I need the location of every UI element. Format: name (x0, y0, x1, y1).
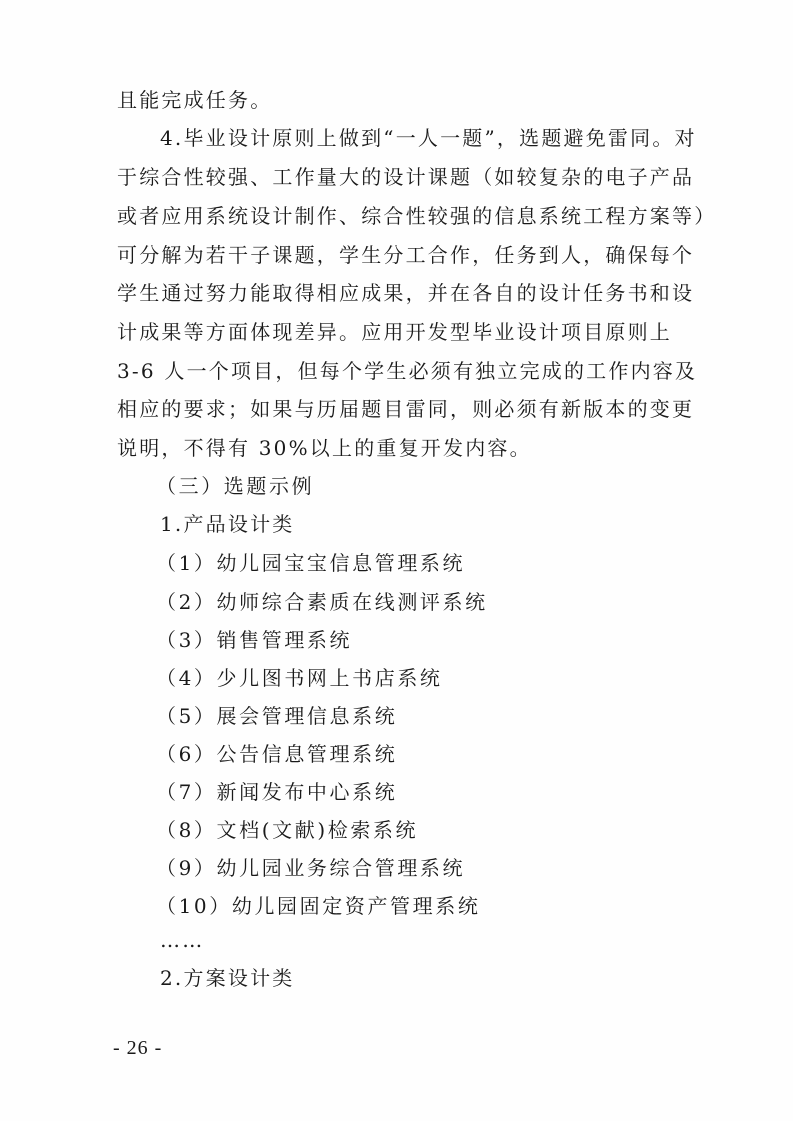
list-item: （9）幼儿园业务综合管理系统 (156, 856, 466, 880)
list-item: （8）文档(文献)检索系统 (156, 818, 419, 842)
list-item: （7）新闻发布中心系统 (156, 780, 398, 804)
subsection-heading: 1.产品设计类 (160, 512, 295, 536)
list-item: （1）幼儿园宝宝信息管理系统 (156, 551, 466, 575)
paragraph-line: 可分解为若干子课题，学生分工合作，任务到人，确保每个 (117, 243, 695, 267)
list-item: （6）公告信息管理系统 (156, 742, 398, 766)
paragraph-line: 3-6 人一个项目，但每个学生必须有独立完成的工作内容及 (117, 359, 698, 383)
paragraph-line: 学生通过努力能取得相应成果，并在各自的设计任务书和设 (117, 281, 695, 305)
paragraph-line: 计成果等方面体现差异。应用开发型毕业设计项目原则上 (117, 320, 672, 344)
list-item: （10）幼儿园固定资产管理系统 (156, 894, 481, 918)
section-heading: （三）选题示例 (156, 474, 315, 498)
ellipsis: …… (160, 928, 205, 952)
list-item: （4）少儿图书网上书店系统 (156, 666, 443, 690)
list-item: （5）展会管理信息系统 (156, 704, 398, 728)
paragraph-line: 说明，不得有 30%以上的重复开发内容。 (117, 436, 532, 460)
paragraph-line: 相应的要求；如果与历届题目雷同，则必须有新版本的变更 (117, 397, 695, 421)
list-item: （2）幼师综合素质在线测评系统 (156, 590, 488, 614)
subsection-heading: 2.方案设计类 (160, 966, 295, 990)
page-number: - 26 - (113, 1037, 163, 1059)
paragraph-line: 于综合性较强、工作量大的设计课题（如较复杂的电子产品 (117, 165, 695, 189)
paragraph-line: 或者应用系统设计制作、综合性较强的信息系统工程方案等） (117, 204, 717, 228)
paragraph-line: 且能完成任务。 (117, 88, 273, 112)
list-item: （3）销售管理系统 (156, 628, 353, 652)
paragraph-line: 4.毕业设计原则上做到“一人一题”，选题避免雷同。对 (160, 126, 697, 150)
